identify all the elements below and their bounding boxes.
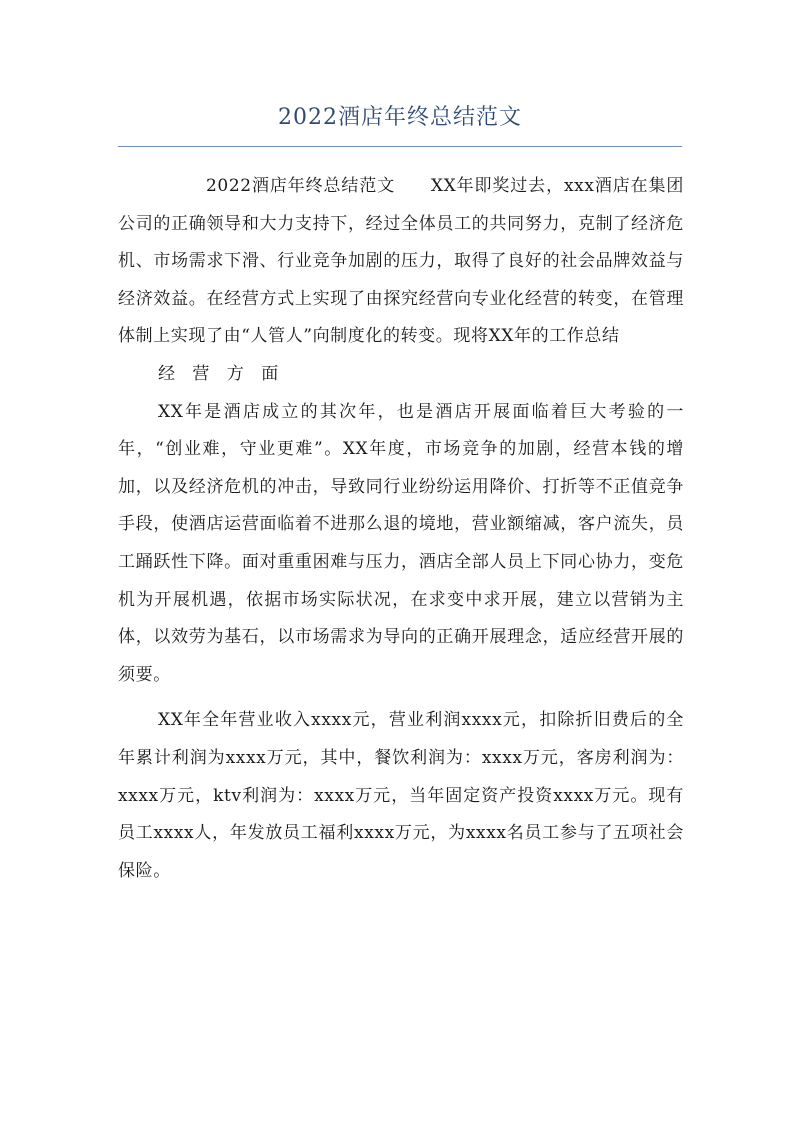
title-divider — [118, 146, 682, 147]
financials-paragraph: XX年全年营业收入xxxx元，营业利润xxxx元，扣除折旧费后的全年累计利润为xxxx万元，其中，餐饮利润为：xxxx万元，客房利润为：xxxx万元，ktv利润为：xxxx万元，当年固定资产投资xxxx万元。现有员工xxxx人，年发放员工福利xxxx万元，为xxxx名员工参与了五项社会保险。 — [118, 710, 684, 881]
intro-paragraph: 2022酒店年终总结范文 XX年即奖过去，xxx酒店在集团公司的正确领导和大力支持下，经过全体员工的共同努力，克制了经济危机、市场需求下滑、行业竞争加剧的压力，取得了良好的社会品牌效益与经济效益。在经营方式上实现了由探究经营向专业化经营的转变，在管理体制上实现了由“人管人”向制度化的转变。现将XX年的工作总结 — [118, 176, 684, 347]
paragraph-gap — [118, 694, 684, 702]
section-heading: 经 营 方 面 — [158, 363, 285, 384]
document-body — [118, 168, 684, 890]
page-title: 2022酒店年终总结范文 — [278, 105, 522, 130]
operations-paragraph: XX年是酒店成立的其次年，也是酒店开展面临着巨大考验的一年，“创业难，守业更难”。XX年度，市场竞争的加剧，经营本钱的增加，以及经济危机的冲击，导致同行业纷纷运用降价、打折等不正值竞争手段，使酒店运营面临着不进那么退的境地，营业额缩减，客户流失，员工踊跃性下降。面对重重困难与压力，酒店全部人员上下同心协力，变危机为开展机遇，依据市场实际状况，在求变中求开展，建立以营销为主体，以效劳为基石，以市场需求为导向的正确开展理念，适应经营开展的须要。 — [118, 401, 684, 685]
